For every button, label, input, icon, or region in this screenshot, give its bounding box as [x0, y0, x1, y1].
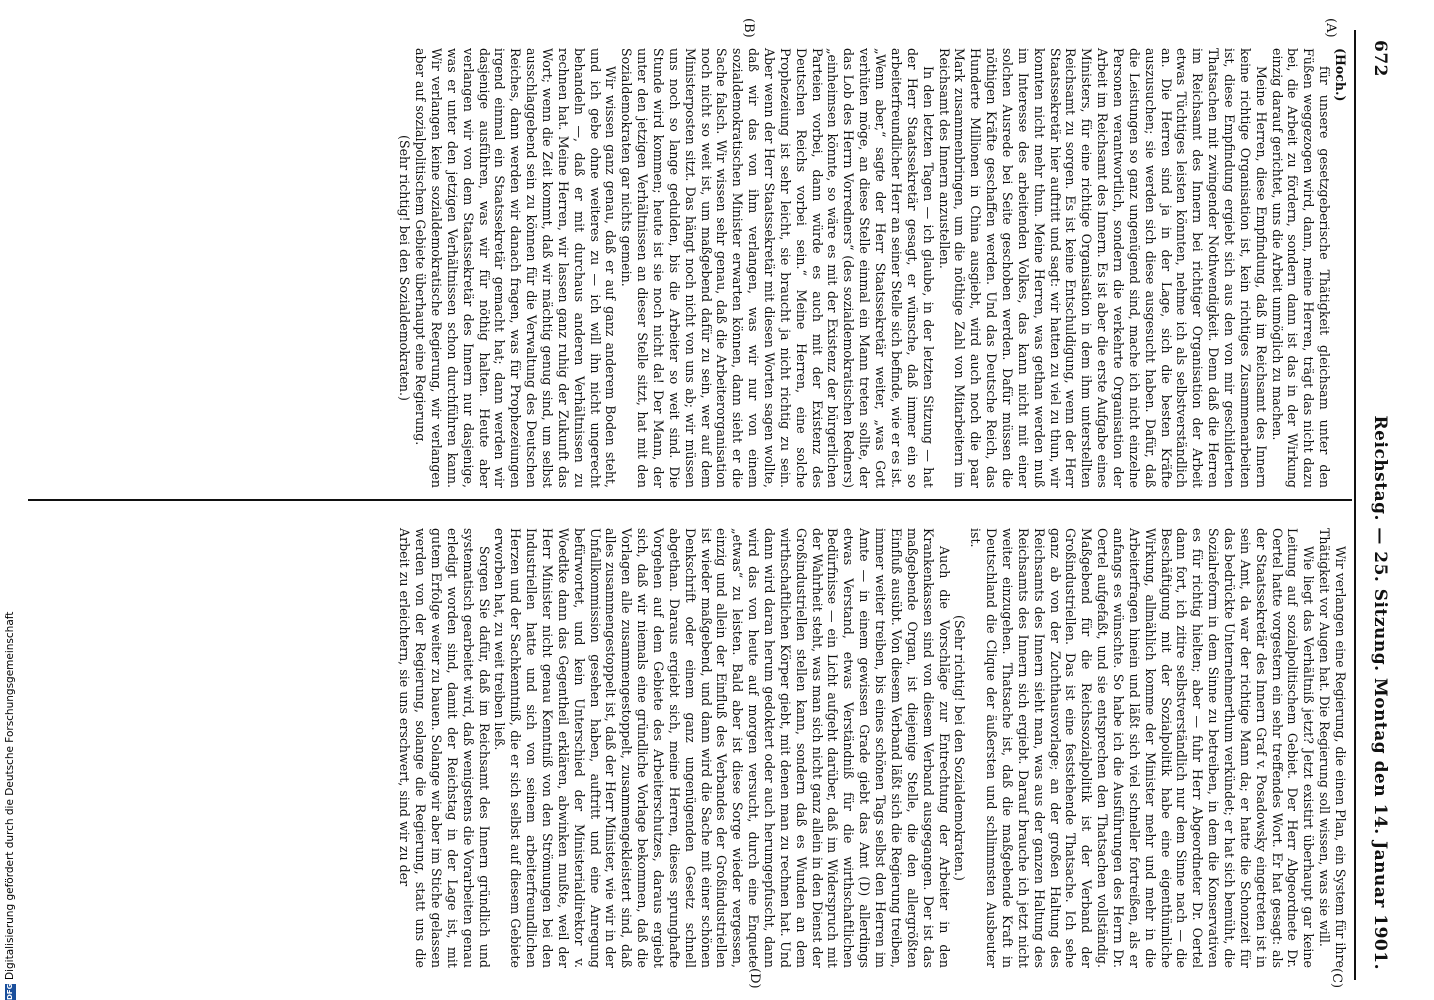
paragraph — [396, 528, 491, 968]
page-number: 672 — [1370, 40, 1390, 77]
paragraph — [936, 48, 1269, 488]
paragraph — [967, 528, 1316, 968]
paragraph — [1332, 48, 1348, 488]
paragraph-text: Wir wissen ganz genau, daß er auf ganz anderem Boden steht, und ich gebe ohne weiteres zu — ich will ihn nicht ungerecht behandeln —, daß er mit durchaus anderen Verhältnissen zu rechnen hat. Meine Herren, wir lassen ganz ruhig der Zukunft das Wort; wenn die Zeit kommt, daß wir mächtig genug sind, um selbst ausschlaggebend sein zu können für die Verwaltung des Deutschen Reiches, dann werden wir danach fragen, was für Prophezeiungen irgend einmal ein Staatssekretär gemacht hat; dann werden wir dasjenige ausführen, was wir für nöthig halten. Heute aber verlangen wir von dem Staatssekretär des Innern nur dasjenige, was er unter den jetzigen Verhältnissen schon durchführen kann. Wir verlangen keine sozialdemokratische Regierung, wir verlangen aber auf sozialpolitischem Gebiete überhaupt eine Regierung. — [413, 48, 619, 488]
margin-marker-a: (A) — [1323, 18, 1338, 38]
dfg-logo: DFG — [5, 983, 14, 1000]
paragraph — [412, 48, 618, 488]
margin-marker-c: (C) — [1329, 968, 1344, 989]
aside-remark: (Sehr richtig! bei den Sozialdemokraten.) — [952, 615, 968, 881]
paragraph-text: Wir verlangen eine Regierung, die einen Plan, ein System für ihre Thätigkeit vor Augen hat. Die Regierung soll wissen, was sie will. — [1317, 528, 1348, 968]
margin-marker-b: (B) — [741, 18, 756, 38]
paragraph — [618, 48, 935, 488]
footer-credit: Digitalisierung gefördert durch die Deutsche Forschungsgemeinschaft — [4, 611, 16, 980]
paragraph-text: Wie liegt das Verhältniß jetzt? Jetzt existirt überhaupt gar keine Leitung auf sozialpolitischem Gebiet. Der Herr Abgeordnete Dr. Oertel hatte vorgestern ein sehr treffendes Wort. Er hat gesagt: als der Staatssekretär des Innern Graf v. Posadowsky eingetreten ist in sein Amt, da war der richtige Mann da; er hatte die Schonzeit für das bedrückte Unternehmerthum verkündet; er hat sich bemüht, die Sozialreform in dem Sinne zu betreiben, in dem die Konservativen es für richtig hielten; aber — fuhr Herr Abgeordneter Dr. Oertel dann fort, ich zitire selbstverständlich nur dem Sinne nach — die Beschäftigung mit der Sozialpolitik habe eine eigenthümliche Wirkung, allmählich komme der Minister mehr und mehr in die Arbeiterfragen hinein und läßt sich viel schneller fortreißen, als er anfangs es wünschte. So habe ich die Ausführungen des Herrn Dr. Oertel aufgefaßt, und sie entsprechen den Thatsachen vollständig. Maßgebend für die Reichssozialpolitik ist der Verband der Großindustriellen. Das ist eine feststehende Thatsache. Ich sehe ganz ab von der Zuchthausvorlage; an der großen Haltung des Reichsamts des Innern sieht man, was aus der ganzen Haltung des Reichsamts des Innern sich ergiebt. Darauf brauche ich jetzt nicht weiter einzugehen. Thatsache ist, daß die maßgebende Kraft in Deutschland die Clique der äußersten und schlimmsten Ausbeuter ist. — [968, 528, 1317, 968]
header-rule — [1354, 30, 1356, 980]
aside-remark: (Sehr richtig! bei den Sozialdemokraten.) — [397, 135, 413, 401]
page-title: Reichstag. — 25. Sitzung. Montag den 14. Januar 1901. — [1370, 415, 1390, 970]
paragraph — [492, 528, 952, 968]
paragraph-text: Auch die Vorschläge zur Entrechtung der Arbeiter in den Krankenkassen sind von diesem Verband ausgegangen. Der ist das maßgebende Organ, ist diejenige Stelle, die den allergrößten Einfluß ausübt. Von diesem Verband läßt sich die Regierung treiben, immer weiter treiben, bis eines schönen Tags selbst den Herren im Amte — in einem gewissen Grade giebt das Amt (D) allerdings etwas Verstand, etwas Verständniß für die wirthschaftlichen Bedürfnisse — ein Licht aufgeht darüber, daß im Widerspruch mit der Wahrheit steht, was man sich nicht ganz allein in den Dienst der Großindustriellen stellen kann, sondern daß es Wunden an dem wirthschaftlichen Körper giebt, mit denen man zu rechnen hat. Und dann wird daran herum gedoktert oder auch herumgepfuscht, dann wird das von heute auf morgen versucht, durch eine Enquete „etwas“ zu leisten. Bald aber ist diese Sorge wieder vergessen, einzig und allein der Einfluß des Verbandes der Großindustriellen ist wieder maßgebend, und dann wird die Sache mit einer schönen Denkschrift oder einem ganz ungenügenden Gesetz schnell abgethan. Daraus ergiebt sich, meine Herren, dieses sprunghafte Vorgehen auf dem Gebiete des Arbeiterschutzes, daraus ergiebt sich, daß wir niemals eine gründliche Vorlage bekommen, daß die Vorlagen alle zusammengestoppelt, zusammengekleistert sind, daß alles zusammengestoppelt ist, daß der Herr Minister, wie wir in der Unfallkommission gesehen haben, auftritt und eine Anregung befürwortet, und kein Unterschied der Ministerialdirektor v. Woedtke dann das Gegentheil erklären, abwinken mußte, weil der Herr Minister nicht genau Kenntniß von den Strömungen bei den Industriellen hatte und sich von seinem arbeiterfreundlichen Herzen und der Sachkenntniß, die er sich selbst auf diesem Gebiete erworben hat, zu weit treiben ließ. — [492, 528, 952, 968]
paragraph-text: Sorgen Sie dafür, daß im Reichsamt des Innern gründlich und systematisch gearbeitet wird, daß wenigstens die Vorarbeiten genau erledigt worden sind, damit der Reichstag in der Lage ist, mit gutem Erfolge weiter zu bauen. Solange wir aber im Stiche gelassen werden von der Regierung, solange die Regierung, statt uns die Arbeit zu erleichtern, sie uns erschwert, sind wir zu der — [397, 528, 492, 968]
paragraph-text: In den letzten Tagen — ich glaube, in der letzten Sitzung — hat der Herr Staatssekretär gesagt, er wünsche, daß immer ein so arbeiterfreundlicher Herr an seiner Stelle sich befinde, wie er es ist. „Wenn aber,“ sagte der Herr Staatssekretär weiter, „was Gott verhüten möge, an diese Stelle einmal ein Mann treten sollte, der das Lob des Herrn Vorredners“ (des sozialdemokratischen Redners) „einheimsen könnte, so wäre es mit der Existenz der bürgerlichen Parteien vorbei, dann würde es auch mit der Existenz des Deutschen Reichs vorbei sein.“ Meine Herren, eine solche Prophezeiung ist sehr leicht, sie braucht ja nicht richtig zu sein. Aber wenn der Herr Staatssekretär mit diesen Worten sagen wollte, daß wir das von ihm verlangen, was wir nur von einem sozialdemokratischen Minister erwarten können, dann sieht er die Sache falsch. Wir wissen sehr genau, daß die Arbeiterorganisation noch nicht so weit ist, um maßgebend dafür zu sein, wer auf dem Ministerposten sitzt. Das hängt noch nicht von uns ab; wir müssen uns noch so lange gedulden, bis die Arbeiter so weit sind. Die Stunde wird kommen; heute ist sie noch nicht da! Der Mann, der unter den jetzigen Verhältnissen an dieser Stelle sitzt, hat mit den Sozialdemokraten gar nichts gemein. — [619, 48, 936, 488]
paragraph-text: Meine Herren, diese Empfindung, daß im Reichsamt des Innern keine richtige Organisation ist, kein richtiges Zusammenarbeiten ist, diese Empfindung ergiebt sich aus den von mir geschilderten Thatsachen mit zwingender Nothwendigkeit. Denn daß die Herren im Reichsamt des Innern bei richtiger Organisation der Arbeit etwas Tüchtiges leisten könnten, nehme ich als selbstverständlich an. Die Herren sind ja in der Lage, sich die besten Kräfte auszusuchen; sie werden sich diese ausgesucht haben. Dafür, daß die Leistungen so ganz ungenügend sind, mache ich nicht einzelne Personen verantwortlich, sondern die verkehrte Organisation der Arbeit im Reichsamt des Innern. Es ist aber die erste Aufgabe eines Ministers, für eine richtige Organisation in dem ihm unterstellten Reichsamt zu sorgen. Es ist keine Entschuldigung, wenn der Herr Staatssekretär hier auftritt und sagt: wir hatten zu viel zu thun, wir konnten nicht mehr thun. Meine Herren, was gethan werden muß im Interesse des arbeitenden Volkes, das kann nicht mit einer solchen Ausrede bei Seite geschoben werden. Dafür müssen die nöthigen Kräfte geschaffen werden. Und das Deutsche Reich, das Hunderte Millionen in China ausgiebt, wird auch noch die paar Mark zusammenbringen, um die nöthige Zahl von Mitarbeitern im Reichsamt des Innern anzustellen. — [936, 48, 1269, 488]
paragraph — [1269, 48, 1332, 488]
column-divider — [28, 499, 1352, 501]
left-column — [396, 48, 1348, 488]
paragraph — [1316, 528, 1348, 968]
margin-marker-d: (D) — [747, 968, 762, 989]
speaker-name: (Hoch.) — [1333, 48, 1348, 102]
footer — [0, 0, 20, 1000]
paragraph-text: für unsere gesetzgeberische Thätigkeit gleichsam unter den Füßen weggezogen wird, dann, meine Herren, trägt das nicht dazu bei, die Arbeit zu fördern, sondern dann ist das in der Wirkung einzig darauf gerichtet, uns die Arbeit unmöglich zu machen. — [1269, 48, 1333, 488]
right-column — [396, 528, 1348, 968]
page-header — [1364, 40, 1390, 970]
